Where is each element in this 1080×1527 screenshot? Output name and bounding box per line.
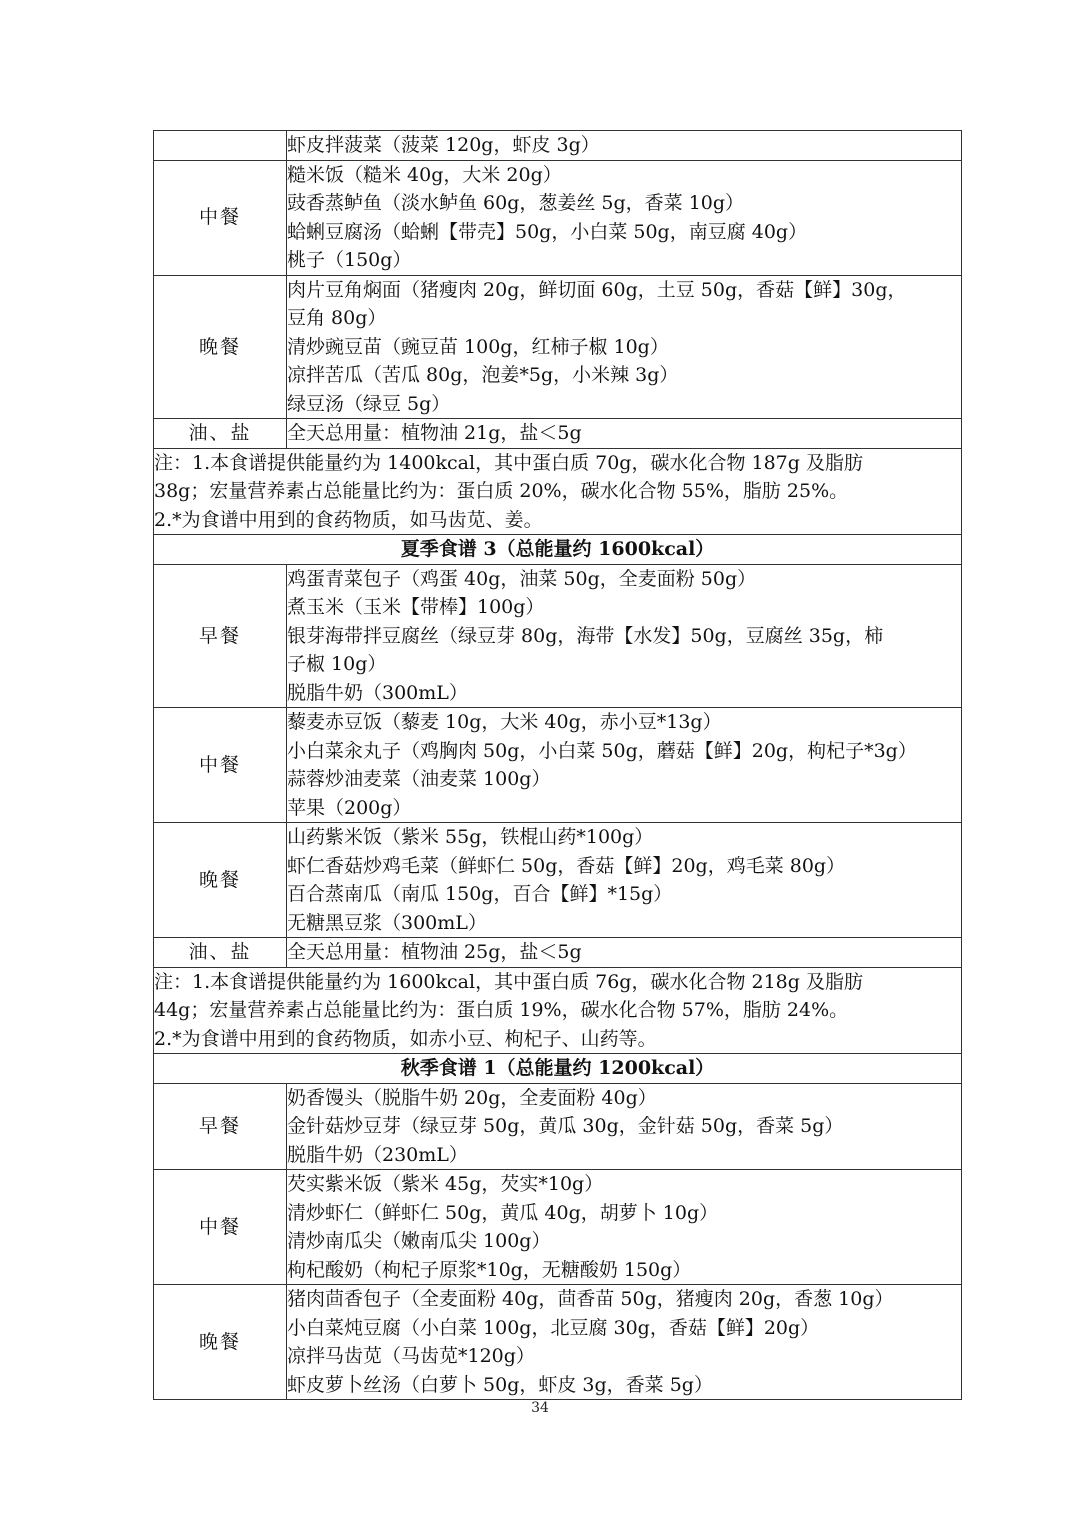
table-row bbox=[154, 535, 962, 565]
recipe-table bbox=[153, 130, 962, 1400]
meal-label-breakfast: 早餐 bbox=[154, 564, 287, 708]
table-row bbox=[154, 1083, 962, 1170]
table-row bbox=[154, 448, 962, 535]
meal-items: 藜麦赤豆饭（藜麦 10g，大米 40g，赤小豆*13g） 小白菜汆丸子（鸡胸肉 50g，小白菜 50g，蘑菇【鲜】20g，枸杞子*3g） 蒜蓉炒油麦菜（油麦菜 100g） 苹果（200g） bbox=[287, 708, 962, 823]
table-row bbox=[154, 131, 962, 161]
table-row bbox=[154, 967, 962, 1054]
section-title: 秋季食谱 1（总能量约 1200kcal） bbox=[154, 1054, 962, 1084]
recipe-note: 注：1.本食谱提供能量约为 1600kcal，其中蛋白质 76g，碳水化合物 218g 及脂肪 44g；宏量营养素占总能量比约为：蛋白质 19%，碳水化合物 57%，脂肪 24%。 2.*为食谱中用到的食药物质，如赤小豆、枸杞子、山药等。 bbox=[154, 967, 962, 1054]
meal-label-oil-salt: 油、盐 bbox=[154, 938, 287, 968]
table-row bbox=[154, 1285, 962, 1400]
meal-label-dinner: 晚餐 bbox=[154, 823, 287, 938]
oil-salt-value: 全天总用量：植物油 25g，盐＜5g bbox=[287, 938, 962, 968]
table-row bbox=[154, 275, 962, 419]
meal-items: 肉片豆角焖面（猪瘦肉 20g，鲜切面 60g，土豆 50g，香菇【鲜】30g， 豆角 80g） 清炒豌豆苗（豌豆苗 100g，红柿子椒 10g） 凉拌苦瓜（苦瓜 80g，泡姜*5g，小米辣 3g） 绿豆汤（绿豆 5g） bbox=[287, 275, 962, 419]
table-row bbox=[154, 938, 962, 968]
meal-label-dinner: 晚餐 bbox=[154, 1285, 287, 1400]
table-row bbox=[154, 1054, 962, 1084]
meal-items: 芡实紫米饭（紫米 45g，芡实*10g） 清炒虾仁（鲜虾仁 50g，黄瓜 40g，胡萝卜 10g） 清炒南瓜尖（嫩南瓜尖 100g） 枸杞酸奶（枸杞子原浆*10g，无糖酸奶 150g） bbox=[287, 1170, 962, 1285]
table-row bbox=[154, 823, 962, 938]
table-row bbox=[154, 564, 962, 708]
meal-label-empty bbox=[154, 131, 287, 161]
meal-items: 猪肉茴香包子（全麦面粉 40g，茴香苗 50g，猪瘦肉 20g，香葱 10g） 小白菜炖豆腐（小白菜 100g，北豆腐 30g，香菇【鲜】20g） 凉拌马齿苋（马齿苋*120g） 虾皮萝卜丝汤（白萝卜 50g，虾皮 3g，香菜 5g） bbox=[287, 1285, 962, 1400]
meal-label-oil-salt: 油、盐 bbox=[154, 419, 287, 449]
meal-items: 糙米饭（糙米 40g，大米 20g） 豉香蒸鲈鱼（淡水鲈鱼 60g，葱姜丝 5g，香菜 10g） 蛤蜊豆腐汤（蛤蜊【带壳】50g，小白菜 50g，南豆腐 40g） 桃子（150g） bbox=[287, 160, 962, 275]
meal-items: 虾皮拌菠菜（菠菜 120g，虾皮 3g） bbox=[287, 131, 962, 161]
section-title: 夏季食谱 3（总能量约 1600kcal） bbox=[154, 535, 962, 565]
meal-label-lunch: 中餐 bbox=[154, 160, 287, 275]
table-row bbox=[154, 708, 962, 823]
meal-label-dinner: 晚餐 bbox=[154, 275, 287, 419]
table-row bbox=[154, 1170, 962, 1285]
recipe-note: 注：1.本食谱提供能量约为 1400kcal，其中蛋白质 70g，碳水化合物 187g 及脂肪 38g；宏量营养素占总能量比约为：蛋白质 20%，碳水化合物 55%，脂肪 25%。 2.*为食谱中用到的食药物质，如马齿苋、姜。 bbox=[154, 448, 962, 535]
meal-label-lunch: 中餐 bbox=[154, 708, 287, 823]
meal-items: 奶香馒头（脱脂牛奶 20g，全麦面粉 40g） 金针菇炒豆芽（绿豆芽 50g，黄瓜 30g，金针菇 50g，香菜 5g） 脱脂牛奶（230mL） bbox=[287, 1083, 962, 1170]
meal-label-breakfast: 早餐 bbox=[154, 1083, 287, 1170]
oil-salt-value: 全天总用量：植物油 21g，盐＜5g bbox=[287, 419, 962, 449]
meal-label-lunch: 中餐 bbox=[154, 1170, 287, 1285]
table-row bbox=[154, 419, 962, 449]
meal-items: 鸡蛋青菜包子（鸡蛋 40g，油菜 50g，全麦面粉 50g） 煮玉米（玉米【带棒】100g） 银芽海带拌豆腐丝（绿豆芽 80g，海带【水发】50g，豆腐丝 35g，柿 子椒 10g） 脱脂牛奶（300mL） bbox=[287, 564, 962, 708]
table-row bbox=[154, 160, 962, 275]
meal-items: 山药紫米饭（紫米 55g，铁棍山药*100g） 虾仁香菇炒鸡毛菜（鲜虾仁 50g，香菇【鲜】20g，鸡毛菜 80g） 百合蒸南瓜（南瓜 150g，百合【鲜】*15g） 无糖黑豆浆（300mL） bbox=[287, 823, 962, 938]
page-number: 34 bbox=[531, 1400, 549, 1416]
